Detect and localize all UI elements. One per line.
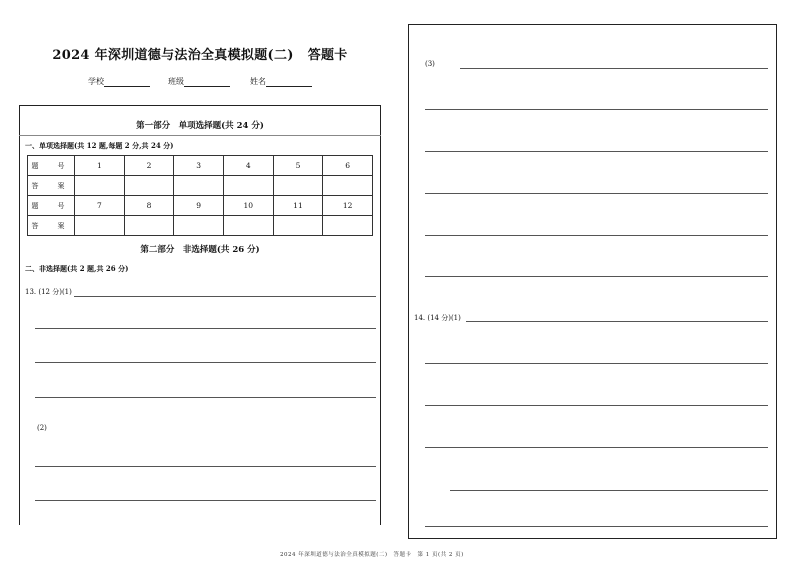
answer-line[interactable] bbox=[466, 321, 768, 322]
answer-cell[interactable] bbox=[75, 216, 125, 236]
class-blank[interactable] bbox=[184, 77, 230, 87]
answer-cell[interactable] bbox=[273, 216, 323, 236]
answer-cell[interactable] bbox=[124, 176, 174, 196]
answer-line[interactable] bbox=[35, 328, 376, 329]
answer-line[interactable] bbox=[450, 490, 768, 491]
part2-title: 第二部分 非选择题(共 26 分) bbox=[140, 245, 260, 255]
q13-part3-label: (3) bbox=[425, 60, 435, 68]
answer-line[interactable] bbox=[425, 526, 768, 527]
table-row bbox=[28, 216, 373, 236]
answer-cell[interactable] bbox=[174, 176, 224, 196]
answer-line[interactable] bbox=[425, 193, 768, 194]
school-blank[interactable] bbox=[104, 77, 150, 87]
answer-cell[interactable] bbox=[124, 216, 174, 236]
q13-part2-label: (2) bbox=[37, 424, 47, 432]
question-number: 3 bbox=[174, 156, 224, 176]
answer-line[interactable] bbox=[35, 500, 376, 501]
question-number: 9 bbox=[174, 196, 224, 216]
name-field[interactable] bbox=[250, 76, 312, 87]
answer-line[interactable] bbox=[425, 276, 768, 277]
table-row bbox=[28, 156, 373, 176]
page-footer: 2024 年深圳道德与法治全真模拟题(二) 答题卡 第 1 页(共 2 页) bbox=[280, 552, 464, 558]
answer-cell[interactable] bbox=[323, 216, 373, 236]
row-label-number: 题 号 bbox=[28, 196, 75, 216]
name-label: 姓名 bbox=[250, 77, 266, 86]
part1-section-heading: 一、单项选择题(共 12 题,每题 2 分,共 24 分) bbox=[25, 141, 174, 150]
question-number: 8 bbox=[124, 196, 174, 216]
divider bbox=[19, 135, 381, 136]
answer-cell[interactable] bbox=[75, 176, 125, 196]
question-number: 10 bbox=[223, 196, 273, 216]
table-row bbox=[28, 176, 373, 196]
title-main: 2024 年深圳道德与法治全真模拟题(二) bbox=[52, 48, 294, 63]
school-label: 学校 bbox=[88, 77, 104, 86]
question-number: 5 bbox=[273, 156, 323, 176]
name-blank[interactable] bbox=[266, 77, 312, 87]
school-field[interactable] bbox=[88, 76, 150, 87]
answer-line[interactable] bbox=[425, 447, 768, 448]
answer-line[interactable] bbox=[35, 397, 376, 398]
question-number: 2 bbox=[124, 156, 174, 176]
answer-line[interactable] bbox=[425, 235, 768, 236]
table-row bbox=[28, 196, 373, 216]
answer-cell[interactable] bbox=[174, 216, 224, 236]
class-label: 班级 bbox=[168, 77, 184, 86]
answer-cell[interactable] bbox=[223, 216, 273, 236]
title-suffix: 答题卡 bbox=[307, 48, 348, 63]
question-number: 4 bbox=[223, 156, 273, 176]
row-label-number: 题 号 bbox=[28, 156, 75, 176]
answer-line[interactable] bbox=[425, 363, 768, 364]
q14-label: 14. (14 分)(1) bbox=[414, 314, 461, 322]
question-number: 12 bbox=[323, 196, 373, 216]
answer-cell[interactable] bbox=[273, 176, 323, 196]
q13-label: 13. (12 分)(1) bbox=[25, 288, 72, 296]
question-number: 6 bbox=[323, 156, 373, 176]
answer-line[interactable] bbox=[35, 466, 376, 467]
answer-line[interactable] bbox=[425, 405, 768, 406]
part1-title: 第一部分 单项选择题(共 24 分) bbox=[136, 121, 264, 131]
answer-line[interactable] bbox=[74, 296, 376, 297]
question-number: 11 bbox=[273, 196, 323, 216]
question-number: 1 bbox=[75, 156, 125, 176]
row-label-answer: 答 案 bbox=[28, 216, 75, 236]
row-label-answer: 答 案 bbox=[28, 176, 75, 196]
right-answer-frame bbox=[408, 24, 777, 539]
question-number: 7 bbox=[75, 196, 125, 216]
answer-line[interactable] bbox=[425, 109, 768, 110]
part2-section-heading: 二、非选择题(共 2 题,共 26 分) bbox=[25, 264, 129, 273]
page-title bbox=[40, 44, 360, 63]
class-field[interactable] bbox=[168, 76, 230, 87]
answer-line[interactable] bbox=[425, 151, 768, 152]
answer-line[interactable] bbox=[35, 362, 376, 363]
answer-cell[interactable] bbox=[223, 176, 273, 196]
answer-line[interactable] bbox=[460, 68, 768, 69]
answer-table bbox=[27, 155, 373, 236]
answer-cell[interactable] bbox=[323, 176, 373, 196]
